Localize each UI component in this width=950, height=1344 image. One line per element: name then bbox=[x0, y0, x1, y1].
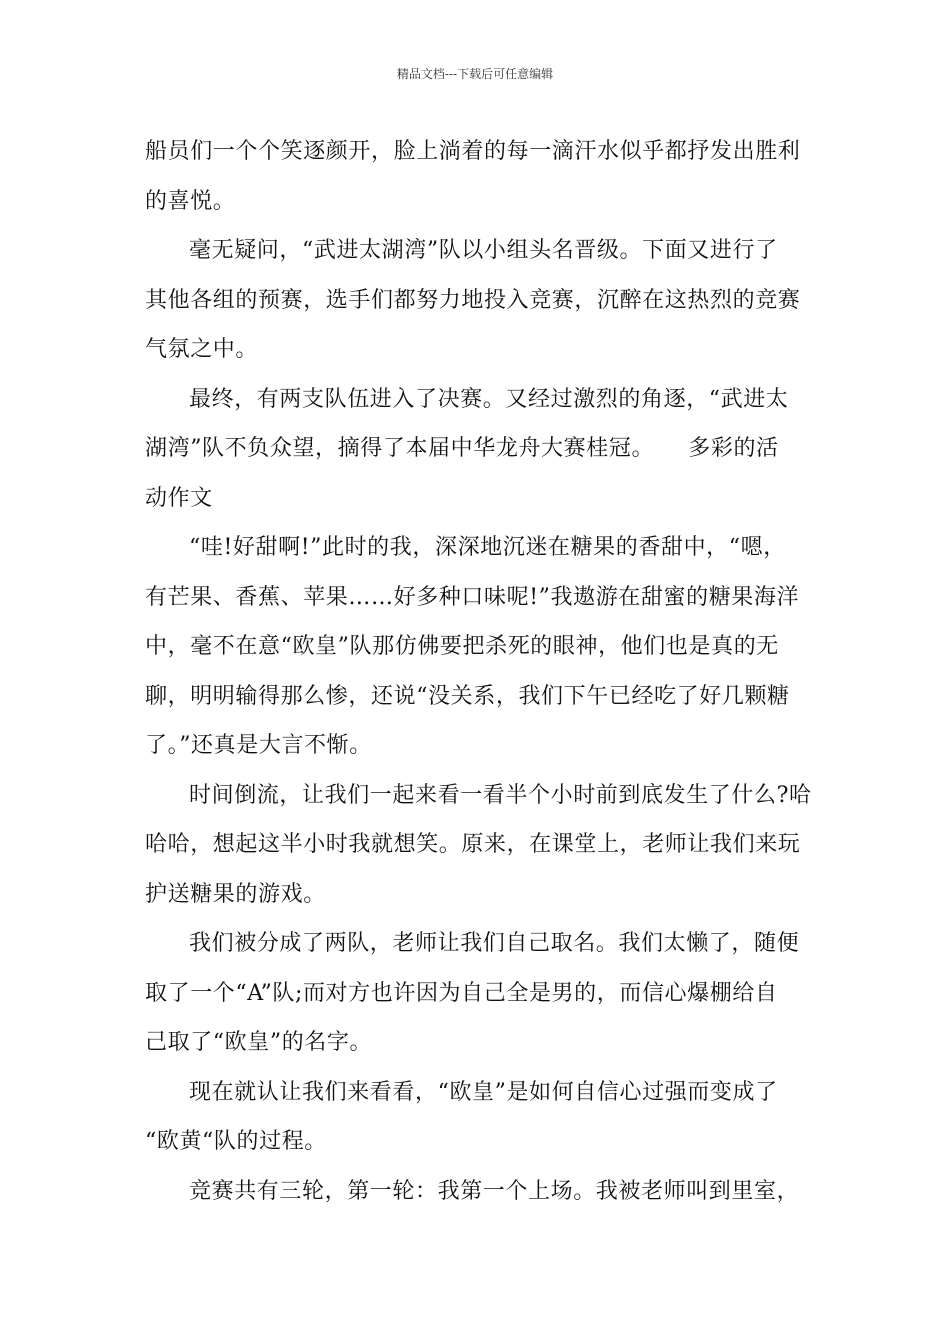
text-line: 湖湾”队不负众望，摘得了本届中华龙舟大赛桂冠。 多彩的活 bbox=[145, 436, 779, 461]
document-body bbox=[145, 127, 810, 1216]
text-line: 竞赛共有三轮，第一轮：我第一个上场。我被老师叫到里室， bbox=[189, 1178, 800, 1204]
text-line: “哇!好甜啊!”此时的我，深深地沉迷在糖果的香甜中，“嗯， bbox=[189, 535, 786, 560]
text-line: 动作文 bbox=[145, 485, 213, 511]
text-line: 我们被分成了两队，老师让我们自己取名。我们太懒了，随便 bbox=[189, 931, 800, 956]
text-line: 了。”还真是大言不惭。 bbox=[145, 733, 372, 758]
text-line: 时间倒流，让我们一起来看一看半个小时前到底发生了什么?哈 bbox=[189, 782, 812, 808]
text-line: 现在就认让我们来看看，“欧皇”是如何自信心过强而变成了 bbox=[189, 1079, 778, 1105]
text-line: 己取了“欧皇”的名字。 bbox=[145, 1030, 373, 1055]
text-line: 毫无疑问，“武进太湖湾”队以小组头名晋级。下面又进行了 bbox=[189, 238, 778, 263]
text-line: “欧黄“队的过程。 bbox=[145, 1129, 327, 1154]
text-line: 护送糖果的游戏。 bbox=[145, 881, 326, 907]
text-line: 取了一个“A”队;而对方也许因为自己全是男的，而信心爆棚给自 bbox=[145, 980, 778, 1006]
text-line: 其他各组的预赛，选手们都努力地投入竞赛，沉醉在这热烈的竞赛 bbox=[145, 287, 801, 313]
page-header: 精品文档---下载后可任意编辑 bbox=[396, 67, 554, 81]
text-line: 气氛之中。 bbox=[145, 337, 259, 362]
text-line: 哈哈，想起这半小时我就想笑。原来，在课堂上，老师让我们来玩 bbox=[145, 832, 801, 857]
text-line: 的喜悦。 bbox=[145, 188, 236, 214]
text-line: 船员们一个个笑逐颜开，脸上淌着的每一滴汗水似乎都抒发出胜利 bbox=[145, 139, 801, 164]
text-line: 最终，有两支队伍进入了决赛。又经过激烈的角逐，“武进太 bbox=[189, 386, 789, 412]
text-line: 聊，明明输得那么惨，还说“没关系，我们下午已经吃了好几颗糖 bbox=[145, 683, 790, 709]
text-line: 有芒果、香蕉、苹果……好多种口味呢!”我遨游在甜蜜的糖果海洋 bbox=[145, 584, 800, 610]
text-line: 中，毫不在意“欧皇”队那仿佛要把杀死的眼神，他们也是真的无 bbox=[145, 634, 779, 659]
